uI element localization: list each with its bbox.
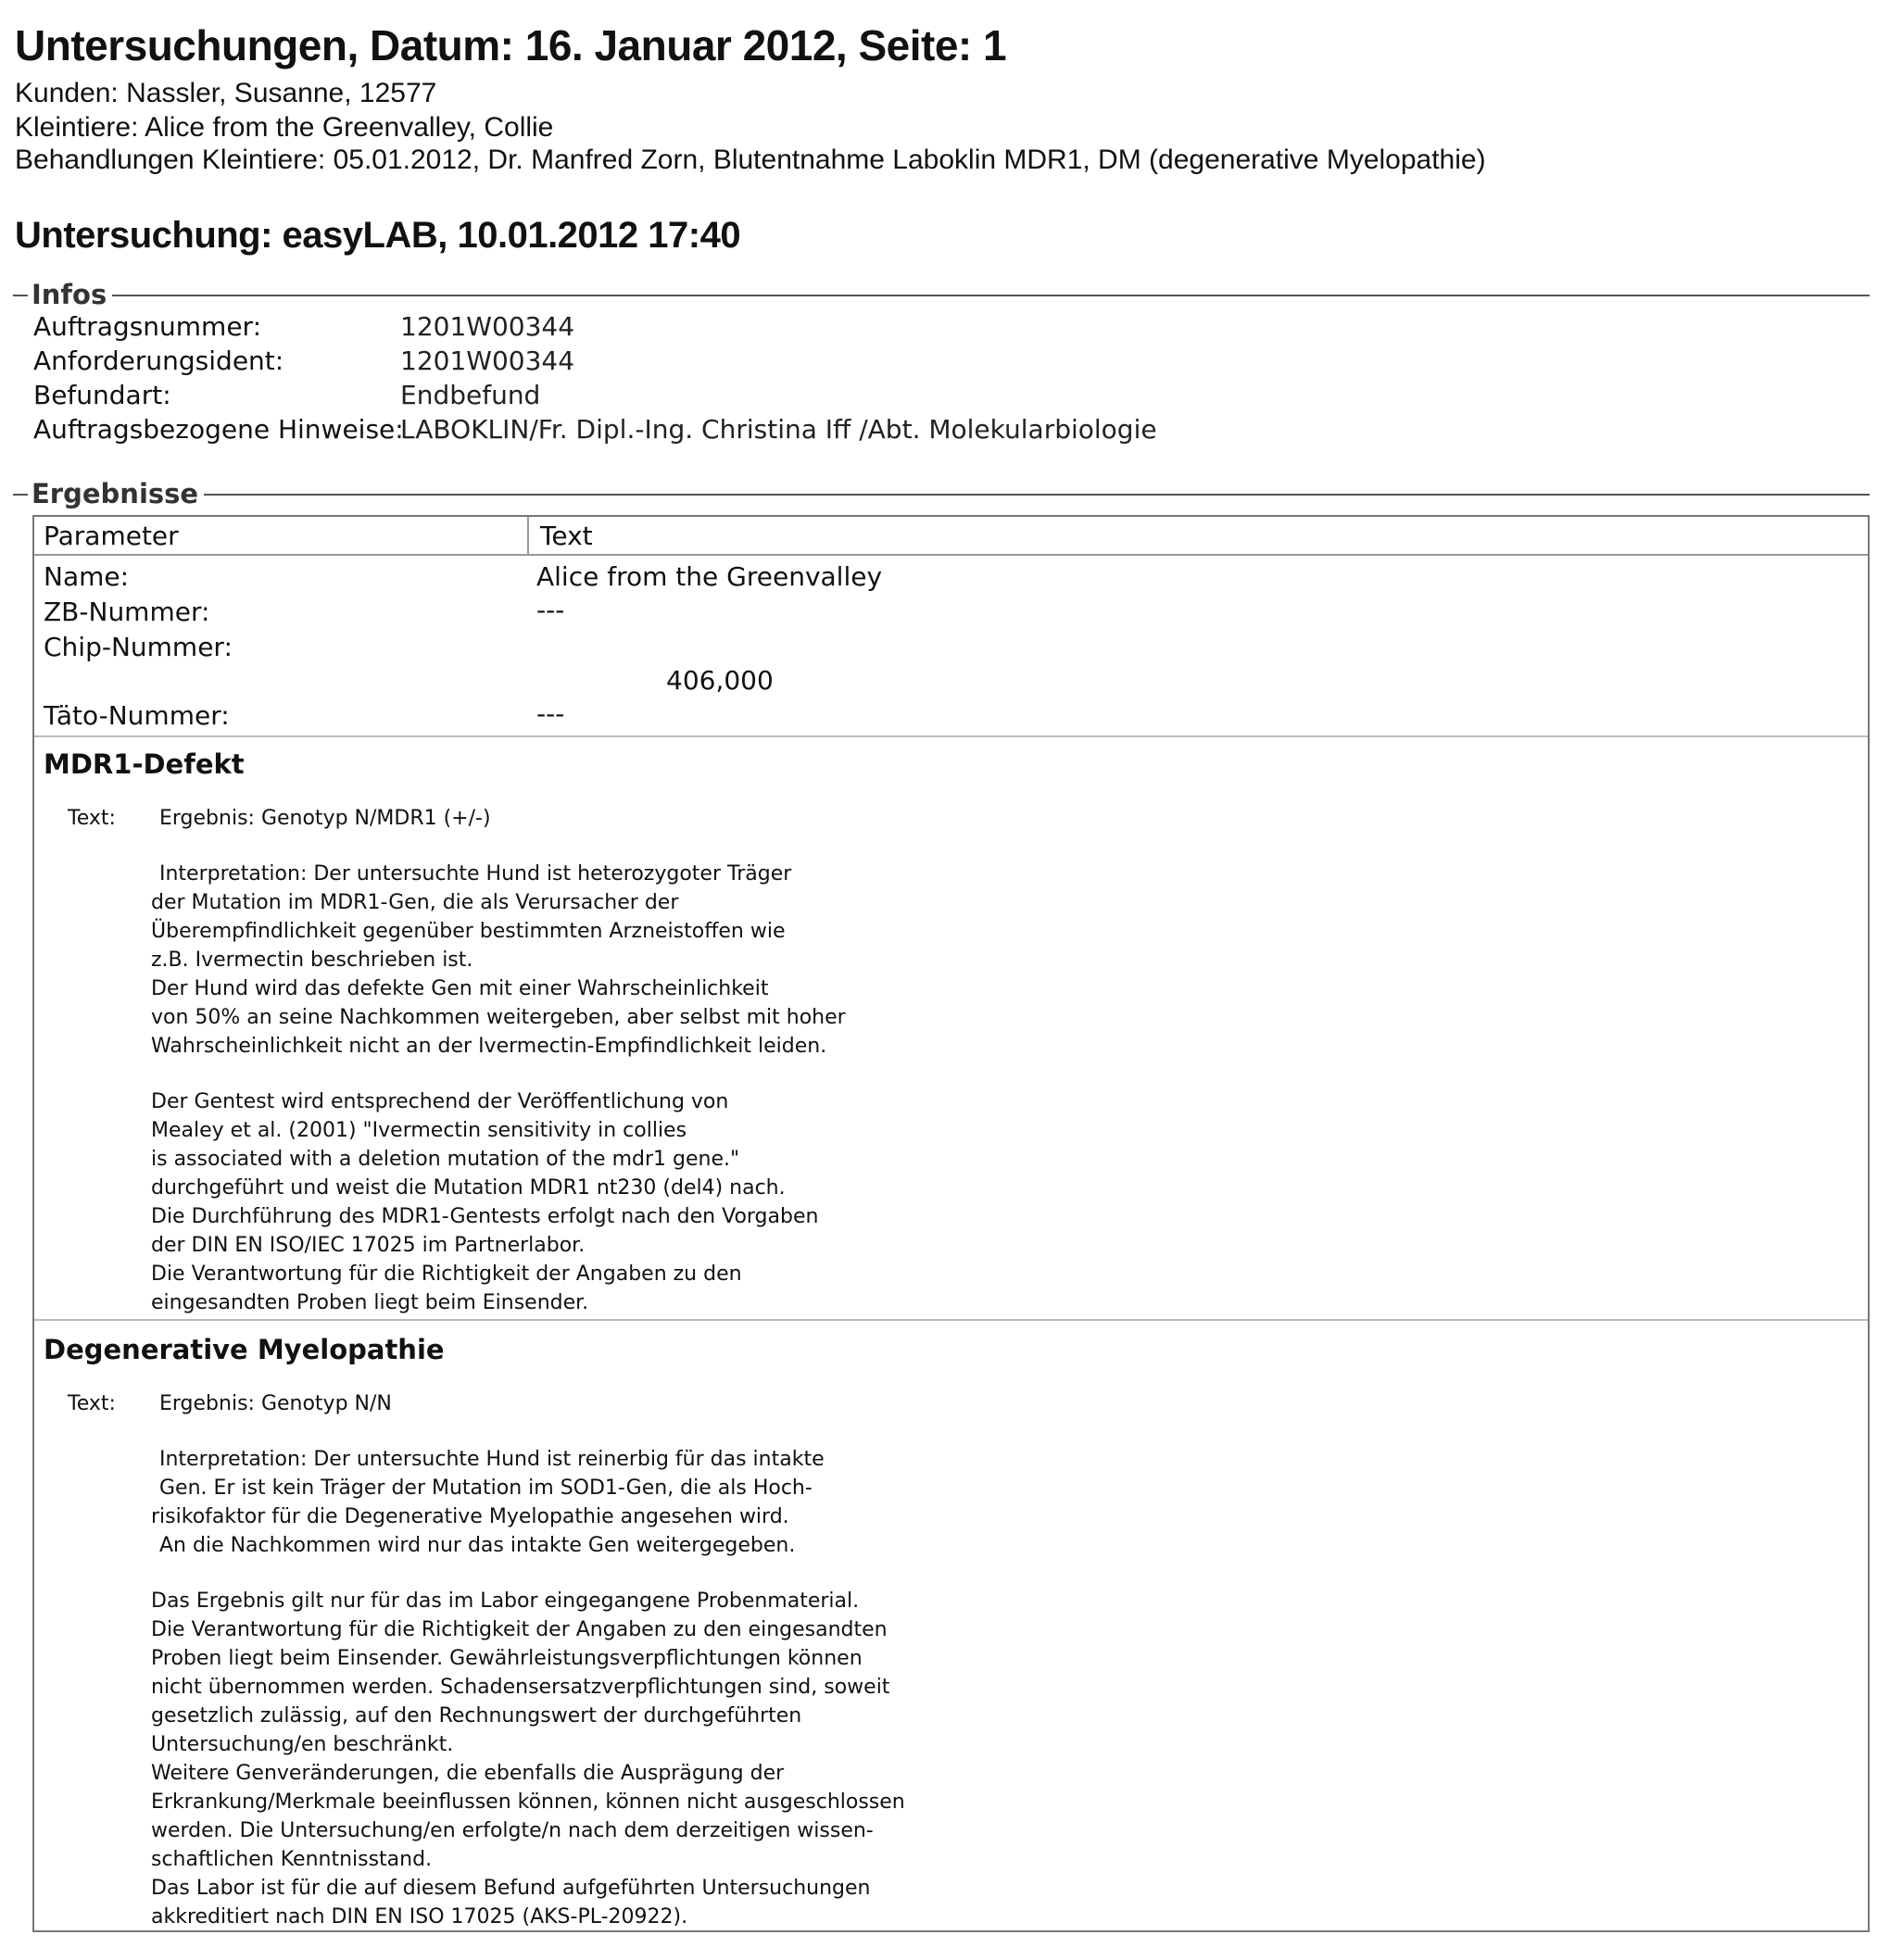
text-line: Die Durchführung des MDR1-Gentests erfolgt nach den Vorgaben <box>151 1205 819 1228</box>
text-line: Untersuchung/en beschränkt. <box>151 1733 454 1756</box>
info-label: Auftragsbezogene Hinweise: <box>33 414 404 445</box>
section-divider <box>34 1319 1868 1321</box>
info-value: LABOKLIN/Fr. Dipl.-Ing. Christina Iff /Abt. Molekularbiologie <box>400 414 1157 445</box>
param-taeto-label: Täto-Nummer: <box>44 700 230 731</box>
info-label: Auftragsnummer: <box>33 311 261 342</box>
info-row <box>33 414 1157 445</box>
info-label: Anforderungsident: <box>33 346 284 376</box>
text-line: Die Verantwortung für die Richtigkeit der Angaben zu den eingesandten <box>151 1618 888 1641</box>
results-legend: Ergebnisse <box>28 478 204 509</box>
text-line: Gen. Er ist kein Träger der Mutation im SOD1-Gen, die als Hoch- <box>159 1476 813 1500</box>
text-line: An die Nachkommen wird nur das intakte Gen weitergegeben. <box>159 1534 796 1557</box>
text-line: Das Labor ist für die auf diesem Befund aufgeführten Untersuchungen <box>151 1877 871 1900</box>
text-line: eingesandten Proben liegt beim Einsender. <box>151 1291 589 1314</box>
text-line: nicht übernommen werden. Schadensersatzverpflichtungen sind, soweit <box>151 1676 890 1699</box>
mdr1-text-label: Text: <box>68 807 116 830</box>
text-line: der DIN EN ISO/IEC 17025 im Partnerlabor. <box>151 1234 586 1257</box>
text-line: Weitere Genveränderungen, die ebenfalls die Ausprägung der <box>151 1762 785 1785</box>
param-name-value: Alice from the Greenvalley <box>536 561 883 592</box>
text-line: Die Verantwortung für die Richtigkeit der Angaben zu den <box>151 1263 742 1286</box>
text-line: Mealey et al. (2001) "Ivermectin sensitivity in collies <box>151 1119 687 1142</box>
examination-title: Untersuchung: easyLAB, 10.01.2012 17:40 <box>15 215 741 256</box>
table-header <box>34 517 1868 556</box>
dm-text-label: Text: <box>68 1392 116 1415</box>
text-line: Wahrscheinlichkeit nicht an der Ivermectin-Empfindlichkeit leiden. <box>151 1035 827 1058</box>
column-header-label: Parameter <box>44 521 179 551</box>
text-line: gesetzlich zulässig, auf den Rechnungswert der durchgeführten <box>151 1704 802 1728</box>
text-line: Proben liegt beim Einsender. Gewährleistungsverpflichtungen können <box>151 1647 863 1670</box>
info-value: 1201W00344 <box>400 346 575 376</box>
param-taeto-value: --- <box>536 698 565 729</box>
text-line: von 50% an seine Nachkommen weitergeben, aber selbst mit hoher <box>151 1006 846 1029</box>
treatment-line: Behandlungen Kleintiere: 05.01.2012, Dr. Manfred Zorn, Blutentnahme Laboklin MDR1, DM (degenerative Myelopathie) <box>15 144 1486 175</box>
text-line: Überempfindlichkeit gegenüber bestimmten Arzneistoffen wie <box>151 920 786 943</box>
column-header-label: Text <box>540 521 593 551</box>
param-name-label: Name: <box>44 561 130 592</box>
customer-line: Kunden: Nassler, Susanne, 12577 <box>15 78 437 108</box>
text-line: is associated with a deletion mutation of the mdr1 gene." <box>151 1148 740 1171</box>
column-header-parameter <box>34 517 529 554</box>
text-line: Der Gentest wird entsprechend der Veröffentlichung von <box>151 1090 729 1113</box>
text-line: werden. Die Untersuchung/en erfolgte/n nach dem derzeitigen wissen- <box>151 1819 874 1842</box>
text-line: durchgeführt und weist die Mutation MDR1 nt230 (del4) nach. <box>151 1176 786 1200</box>
text-line: akkreditiert nach DIN EN ISO 17025 (AKS-PL-20922). <box>151 1905 688 1929</box>
dm-result: Ergebnis: Genotyp N/N <box>159 1392 392 1415</box>
results-table <box>32 515 1870 1932</box>
infos-divider <box>13 295 1870 296</box>
column-header-text <box>529 517 1868 554</box>
param-zb-label: ZB-Nummer: <box>44 597 210 627</box>
mdr1-section-title: MDR1-Defekt <box>44 748 245 780</box>
mdr1-result: Ergebnis: Genotyp N/MDR1 (+/-) <box>159 807 491 830</box>
text-line: z.B. Ivermectin beschrieben ist. <box>151 949 473 972</box>
text-line: Erkrankung/Merkmale beeinflussen können, können nicht ausgeschlossen <box>151 1790 905 1814</box>
text-line: Das Ergebnis gilt nur für das im Labor eingegangene Probenmaterial. <box>151 1589 860 1613</box>
pet-line: Kleintiere: Alice from the Greenvalley, Collie <box>15 112 554 143</box>
info-row <box>33 380 540 410</box>
info-row <box>33 346 574 376</box>
text-line: der Mutation im MDR1-Gen, die als Verursacher der <box>151 891 679 914</box>
page-title: Untersuchungen, Datum: 16. Januar 2012, Seite: 1 <box>15 21 1007 69</box>
info-label: Befundart: <box>33 380 171 410</box>
info-row <box>33 311 574 342</box>
text-line: Interpretation: Der untersuchte Hund ist reinerbig für das intakte <box>159 1448 825 1471</box>
infos-legend: Infos <box>28 279 112 310</box>
text-line: schaftlichen Kenntnisstand. <box>151 1848 433 1871</box>
param-chip-label: Chip-Nummer: <box>44 632 233 662</box>
info-value: 1201W00344 <box>400 311 575 342</box>
param-chip-value: 406,000 <box>666 665 774 696</box>
section-divider <box>34 735 1868 737</box>
info-value: Endbefund <box>400 380 541 410</box>
param-zb-value: --- <box>536 595 565 625</box>
results-divider <box>13 494 1870 496</box>
text-line: Interpretation: Der untersuchte Hund ist heterozygoter Träger <box>159 862 792 886</box>
dm-section-title: Degenerative Myelopathie <box>44 1334 445 1365</box>
text-line: Der Hund wird das defekte Gen mit einer Wahrscheinlichkeit <box>151 977 769 1000</box>
text-line: risikofaktor für die Degenerative Myelopathie angesehen wird. <box>151 1505 789 1528</box>
